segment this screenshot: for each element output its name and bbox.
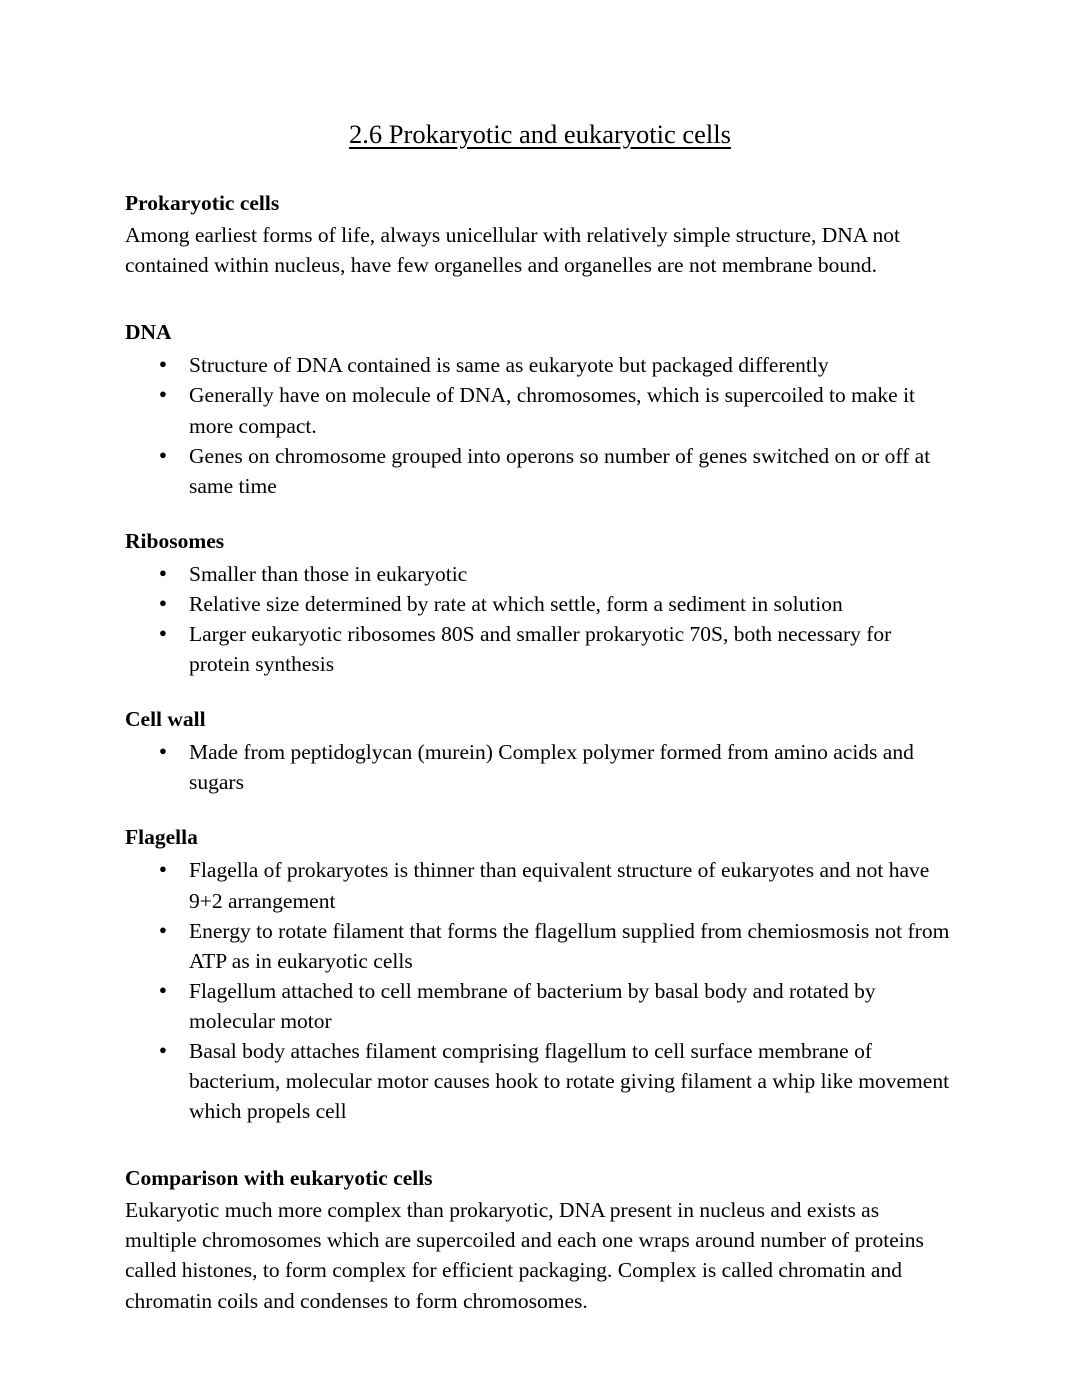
list-item: ● Energy to rotate filament that forms the flagellum supplied from chemiosmosis not from ATP as in eukaryotic cells <box>159 916 955 976</box>
bullet-list <box>125 350 955 500</box>
page-title: 2.6 Prokaryotic and eukaryotic cells <box>349 119 731 149</box>
section-ribosomes <box>125 527 955 679</box>
section-heading: Prokaryotic cells <box>125 191 280 216</box>
list-item: ● Smaller than those in eukaryotic <box>159 559 955 589</box>
section-heading: Comparison with eukaryotic cells <box>125 1166 433 1191</box>
section-heading: Flagella <box>125 825 198 850</box>
bullet-list <box>125 737 955 797</box>
bullet-list <box>125 559 955 679</box>
section-comparison-with-eukaryotic-cells <box>125 1164 955 1315</box>
list-item: ● Flagellum attached to cell membrane of bacterium by basal body and rotated by molecular motor <box>159 976 955 1036</box>
section-heading: Cell wall <box>125 707 206 732</box>
list-item: ● Genes on chromosome grouped into operons so number of genes switched on or off at same time <box>159 441 955 501</box>
section-dna <box>125 318 955 500</box>
list-item: ● Generally have on molecule of DNA, chromosomes, which is supercoiled to make it more compact. <box>159 380 955 440</box>
list-item: ● Made from peptidoglycan (murein) Complex polymer formed from amino acids and sugars <box>159 737 955 797</box>
list-item: ● Structure of DNA contained is same as eukaryote but packaged differently <box>159 350 955 380</box>
section-cell-wall <box>125 705 955 797</box>
section-flagella <box>125 823 955 1126</box>
list-item: ● Basal body attaches filament comprising flagellum to cell surface membrane of bacterium, molecular motor causes hook to rotate giving filament a whip like movement which propels cell <box>159 1036 955 1126</box>
list-item: ● Relative size determined by rate at which settle, form a sediment in solution <box>159 589 955 619</box>
section-paragraph: Eukaryotic much more complex than prokaryotic, DNA present in nucleus and exists as multiple chromosomes which are supercoiled and each one wraps around number of proteins called histones, to form complex for efficient packaging. Complex is called chromatin and chromatin coils and condenses to form chromosomes. <box>125 1198 924 1313</box>
list-item: ● Larger eukaryotic ribosomes 80S and smaller prokaryotic 70S, both necessary for protein synthesis <box>159 619 955 679</box>
section-prokaryotic-cells <box>125 189 955 280</box>
list-item: ● Flagella of prokaryotes is thinner than equivalent structure of eukaryotes and not have 9+2 arrangement <box>159 855 955 915</box>
section-heading: DNA <box>125 320 172 345</box>
section-paragraph: Among earliest forms of life, always unicellular with relatively simple structure, DNA not contained within nucleus, have few organelles and organelles are not membrane bound. <box>125 223 900 278</box>
bullet-list <box>125 855 955 1126</box>
section-heading: Ribosomes <box>125 528 225 553</box>
